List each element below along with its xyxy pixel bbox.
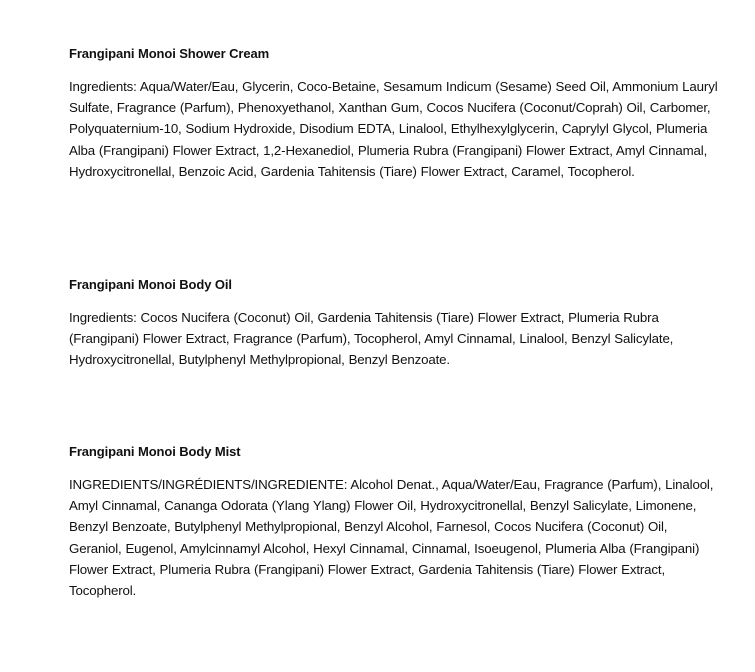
product-section-shower-cream [69, 45, 719, 182]
product-title: Frangipani Monoi Body Mist [69, 444, 241, 459]
product-ingredients: Ingredients: Aqua/Water/Eau, Glycerin, Coco-Betaine, Sesamum Indicum (Sesame) Seed Oil, Ammonium Lauryl Sulfate, Fragrance (Parfum), Phenoxyethanol, Xanthan Gum, Cocos Nucifera (Coconut/Coprah) Oil, Carbomer, Polyquaternium-10, Sodium Hydroxide, Disodium EDTA, Linalool, Ethylhexylglycerin, Caprylyl Glycol, Plumeria Alba (Frangipani) Flower Extract, 1,2-Hexanediol, Plumeria Rubra (Frangipani) Flower Extract, Amyl Cinnamal, Hydroxycitronellal, Benzoic Acid, Gardenia Tahitensis (Tiare) Flower Extract, Caramel, Tocopherol. [69, 79, 718, 179]
product-section-body-oil [69, 276, 719, 371]
product-title: Frangipani Monoi Body Oil [69, 277, 232, 292]
product-ingredients: Ingredients: Cocos Nucifera (Coconut) Oil, Gardenia Tahitensis (Tiare) Flower Extract, Plumeria Rubra (Frangipani) Flower Extract, Fragrance (Parfum), Tocopherol, Amyl Cinnamal, Linalool, Benzyl Salicylate, Hydroxycitronellal, Butylphenyl Methylpropional, Benzyl Benzoate. [69, 310, 674, 368]
product-title: Frangipani Monoi Shower Cream [69, 46, 270, 61]
product-section-body-mist [69, 443, 719, 601]
product-ingredients: INGREDIENTS/INGRÉDIENTS/INGREDIENTE: Alcohol Denat., Aqua/Water/Eau, Fragrance (Parfum), Linalool, Amyl Cinnamal, Cananga Odorata (Ylang Ylang) Flower Oil, Hydroxycitronellal, Benzyl Salicylate, Limonene, Benzyl Benzoate, Butylphenyl Methylpropional, Benzyl Alcohol, Farnesol, Cocos Nucifera (Coconut) Oil, Geraniol, Eugenol, Amylcinnamyl Alcohol, Hexyl Cinnamal, Cinnamal, Isoeugenol, Plumeria Alba (Frangipani) Flower Extract, Plumeria Rubra (Frangipani) Flower Extract, Gardenia Tahitensis (Tiare) Flower Extract, Tocopherol. [69, 477, 714, 599]
